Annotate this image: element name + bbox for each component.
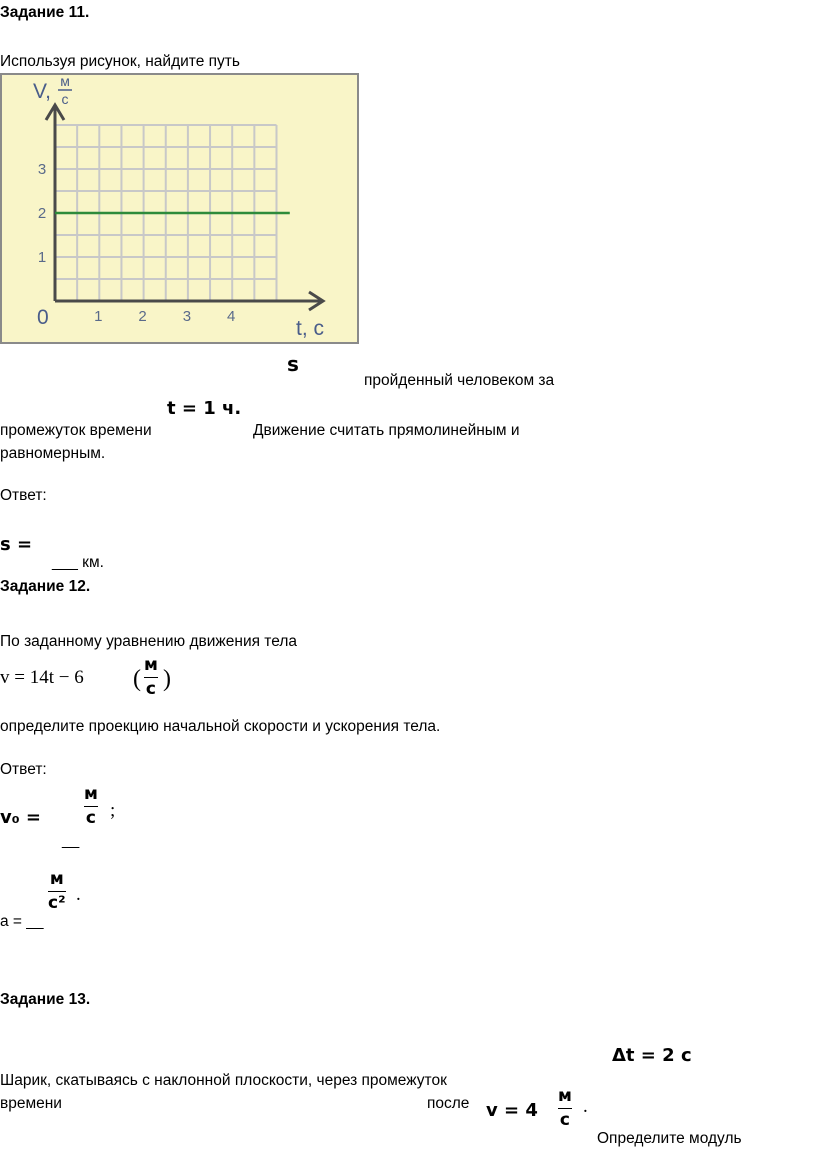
task11-answer-formula: s = — [0, 534, 33, 555]
x-tick-label: 4 — [227, 308, 236, 325]
task12-text-determine: определите проекцию начальной скорости и ускорения тела. — [0, 718, 441, 735]
y-unit-num: м — [60, 73, 70, 89]
a-unit-fraction — [48, 870, 66, 913]
task13-unit-fraction — [558, 1087, 572, 1130]
fraction-bar — [144, 677, 158, 679]
paren-open: ( — [133, 666, 141, 692]
task11-intro: Используя рисунок, найдите путь — [0, 53, 240, 70]
a-label[interactable]: a = __ — [0, 913, 44, 930]
fraction-bar — [48, 891, 66, 893]
formula-t-1h: t = 1 ч. — [167, 398, 242, 419]
unit-num: м — [144, 655, 158, 675]
task12-unit-fraction — [144, 656, 158, 699]
paren-close: ) — [163, 666, 171, 692]
task11-text-motion: Движение считать прямолинейным и — [253, 422, 520, 439]
v0-unit-den: с — [85, 808, 96, 829]
task13-heading: Задание 13. — [0, 991, 91, 1008]
task12-equation — [0, 667, 84, 689]
y-axis-label: V, — [33, 80, 51, 103]
unit-den: с — [145, 679, 156, 700]
task13-formula-end: . — [583, 1096, 588, 1117]
velocity-time-chart — [0, 73, 360, 345]
task13-unit-den: с — [559, 1110, 570, 1131]
task11-text-uniform: равномерным. — [0, 445, 106, 462]
task13-text-line1: Шарик, скатываясь с наклонной плоскости, через промежуток — [0, 1072, 447, 1089]
a-end: . — [76, 884, 81, 905]
task12-intro: По заданному уравнению движения тела — [0, 633, 298, 650]
fraction-bar — [84, 806, 98, 808]
task11-answer-label: Ответ: — [0, 487, 47, 504]
formula-v-4: v = 4 — [486, 1100, 538, 1121]
x-tick-label: 3 — [182, 308, 192, 325]
v0-blank[interactable]: __ — [62, 832, 80, 849]
x-axis-label: t, c — [296, 317, 325, 340]
y-tick-label: 1 — [37, 249, 47, 266]
task11-answer-blank[interactable]: ___ км. — [52, 554, 104, 571]
x-tick-label: 1 — [94, 308, 103, 325]
a-unit-den: с² — [48, 893, 66, 914]
x-tick-label: 2 — [138, 308, 147, 325]
task13-unit-num: м — [558, 1086, 572, 1106]
s-symbol: s — [287, 352, 299, 376]
task11-heading: Задание 11. — [0, 4, 90, 21]
y-unit-den: с — [61, 91, 69, 107]
v0-unit-fraction — [84, 785, 98, 828]
v0-separator: ; — [110, 800, 116, 821]
a-unit-num: м — [49, 869, 64, 889]
task13-text-after: после — [427, 1095, 470, 1112]
task13-text-time: времени — [0, 1095, 62, 1112]
y-tick-label: 2 — [37, 205, 47, 222]
v0-unit-num: м — [84, 784, 98, 804]
task13-text-determine: Определите модуль — [597, 1130, 742, 1147]
task11-text-interval: промежуток времени — [0, 422, 152, 439]
task12-heading: Задание 12. — [0, 578, 91, 595]
task12-answer-label: Ответ: — [0, 761, 47, 778]
task11-text-after-s: пройденный человеком за — [364, 372, 555, 389]
y-tick-label: 3 — [37, 161, 47, 178]
equation-lhs: v = 14t − 6 — [0, 667, 84, 688]
fraction-bar — [558, 1108, 572, 1110]
formula-delta-t: Δt = 2 с — [612, 1045, 692, 1066]
v0-label: v₀ = — [0, 807, 41, 828]
origin-label: 0 — [37, 306, 49, 329]
